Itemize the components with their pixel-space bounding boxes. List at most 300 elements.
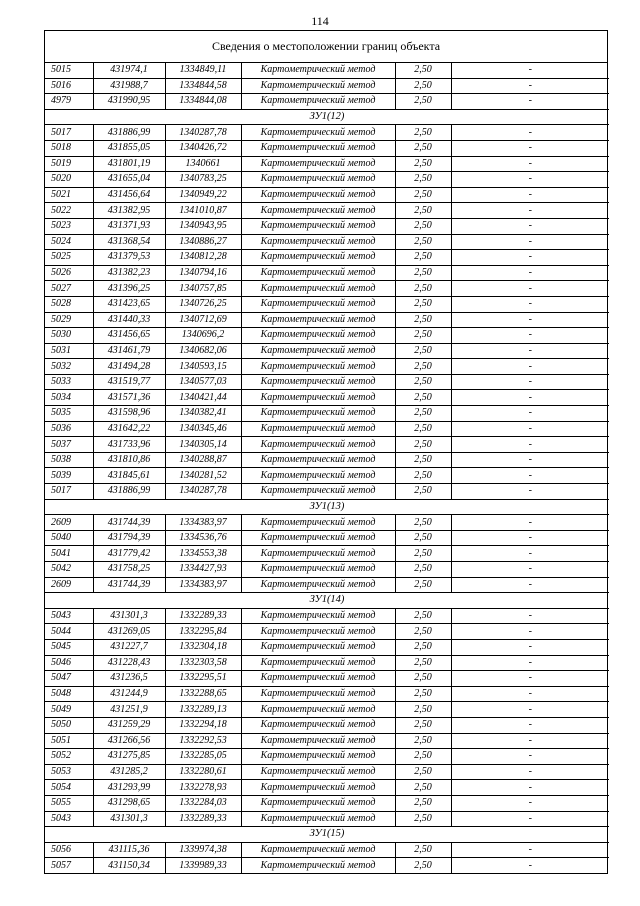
description-cell: - <box>451 858 609 873</box>
table-row <box>45 546 609 562</box>
description-cell: - <box>451 156 609 172</box>
method-cell: Картометрический метод <box>241 562 395 578</box>
method-cell: Картометрический метод <box>241 187 395 203</box>
method-cell: Картометрический метод <box>241 671 395 687</box>
precision-cell: 2,50 <box>395 156 451 172</box>
coord-x-cell: 431655,04 <box>93 172 165 188</box>
table-row <box>45 406 609 422</box>
precision-cell: 2,50 <box>395 733 451 749</box>
coord-x-cell: 431259,29 <box>93 717 165 733</box>
table-row <box>45 749 609 765</box>
point-id-cell: 5053 <box>45 764 93 780</box>
description-cell: - <box>451 546 609 562</box>
table-row <box>45 187 609 203</box>
coord-y-cell: 1332292,53 <box>165 733 241 749</box>
description-cell: - <box>451 733 609 749</box>
precision-cell: 2,50 <box>395 795 451 811</box>
table-row <box>45 530 609 546</box>
table-row <box>45 343 609 359</box>
coord-x-cell: 431744,39 <box>93 577 165 593</box>
method-cell: Картометрический метод <box>241 484 395 500</box>
coord-y-cell: 1332289,33 <box>165 608 241 624</box>
table-row <box>45 312 609 328</box>
description-cell: - <box>451 608 609 624</box>
point-id-cell: 5030 <box>45 328 93 344</box>
coord-y-cell: 1332294,18 <box>165 717 241 733</box>
method-cell: Картометрический метод <box>241 702 395 718</box>
precision-cell: 2,50 <box>395 250 451 266</box>
section-label: ЗУ1(12) <box>45 109 609 125</box>
coord-x-cell: 431519,77 <box>93 374 165 390</box>
table-row <box>45 842 609 858</box>
point-id-cell: 5021 <box>45 187 93 203</box>
precision-cell: 2,50 <box>395 78 451 94</box>
table-row <box>45 764 609 780</box>
coord-x-cell: 431115,36 <box>93 842 165 858</box>
coord-x-cell: 431886,99 <box>93 484 165 500</box>
page-number: 114 <box>311 14 329 28</box>
coord-x-cell: 431251,9 <box>93 702 165 718</box>
point-id-cell: 5038 <box>45 452 93 468</box>
coord-x-cell: 431456,65 <box>93 328 165 344</box>
description-cell: - <box>451 406 609 422</box>
coord-y-cell: 1340287,78 <box>165 125 241 141</box>
precision-cell: 2,50 <box>395 562 451 578</box>
description-cell: - <box>451 655 609 671</box>
method-cell: Картометрический метод <box>241 780 395 796</box>
coord-x-cell: 431269,05 <box>93 624 165 640</box>
coord-y-cell: 1340287,78 <box>165 484 241 500</box>
point-id-cell: 5047 <box>45 671 93 687</box>
precision-cell: 2,50 <box>395 343 451 359</box>
method-cell: Картометрический метод <box>241 577 395 593</box>
method-cell: Картометрический метод <box>241 156 395 172</box>
method-cell: Картометрический метод <box>241 312 395 328</box>
table-row <box>45 811 609 827</box>
section-header-row <box>45 593 609 609</box>
precision-cell: 2,50 <box>395 406 451 422</box>
table-row <box>45 140 609 156</box>
precision-cell: 2,50 <box>395 515 451 531</box>
method-cell: Картометрический метод <box>241 858 395 873</box>
point-id-cell: 5017 <box>45 484 93 500</box>
point-id-cell: 5020 <box>45 172 93 188</box>
method-cell: Картометрический метод <box>241 546 395 562</box>
description-cell: - <box>451 296 609 312</box>
description-cell: - <box>451 125 609 141</box>
coord-x-cell: 431456,64 <box>93 187 165 203</box>
coord-x-cell: 431744,39 <box>93 515 165 531</box>
description-cell: - <box>451 717 609 733</box>
coord-x-cell: 431382,95 <box>93 203 165 219</box>
coord-y-cell: 1340421,44 <box>165 390 241 406</box>
precision-cell: 2,50 <box>395 218 451 234</box>
description-cell: - <box>451 468 609 484</box>
precision-cell: 2,50 <box>395 686 451 702</box>
description-cell: - <box>451 671 609 687</box>
table-row <box>45 795 609 811</box>
table-row <box>45 328 609 344</box>
precision-cell: 2,50 <box>395 374 451 390</box>
method-cell: Картометрический метод <box>241 172 395 188</box>
description-cell: - <box>451 624 609 640</box>
point-id-cell: 5016 <box>45 78 93 94</box>
point-id-cell: 5055 <box>45 795 93 811</box>
table-row <box>45 639 609 655</box>
coord-y-cell: 1340382,41 <box>165 406 241 422</box>
method-cell: Картометрический метод <box>241 406 395 422</box>
coord-y-cell: 1340288,87 <box>165 452 241 468</box>
description-cell: - <box>451 749 609 765</box>
point-id-cell: 5043 <box>45 811 93 827</box>
table-row <box>45 63 609 78</box>
coord-x-cell: 431227,7 <box>93 639 165 655</box>
description-cell: - <box>451 639 609 655</box>
point-id-cell: 5043 <box>45 608 93 624</box>
point-id-cell: 5034 <box>45 390 93 406</box>
precision-cell: 2,50 <box>395 608 451 624</box>
coord-y-cell: 1340281,52 <box>165 468 241 484</box>
method-cell: Картометрический метод <box>241 686 395 702</box>
coord-y-cell: 1340794,16 <box>165 265 241 281</box>
coord-y-cell: 1332284,03 <box>165 795 241 811</box>
table-row <box>45 265 609 281</box>
coord-y-cell: 1339974,38 <box>165 842 241 858</box>
table-row <box>45 468 609 484</box>
description-cell: - <box>451 374 609 390</box>
coord-y-cell: 1334844,08 <box>165 94 241 110</box>
point-id-cell: 5037 <box>45 437 93 453</box>
table-row <box>45 156 609 172</box>
table-row <box>45 562 609 578</box>
method-cell: Картометрический метод <box>241 811 395 827</box>
description-cell: - <box>451 484 609 500</box>
method-cell: Картометрический метод <box>241 78 395 94</box>
precision-cell: 2,50 <box>395 452 451 468</box>
coord-x-cell: 431810,86 <box>93 452 165 468</box>
point-id-cell: 5033 <box>45 374 93 390</box>
point-id-cell: 5028 <box>45 296 93 312</box>
coord-x-cell: 431228,43 <box>93 655 165 671</box>
coord-y-cell: 1340783,25 <box>165 172 241 188</box>
precision-cell: 2,50 <box>395 655 451 671</box>
method-cell: Картометрический метод <box>241 374 395 390</box>
coord-x-cell: 431293,99 <box>93 780 165 796</box>
point-id-cell: 5044 <box>45 624 93 640</box>
coord-y-cell: 1332303,58 <box>165 655 241 671</box>
coord-y-cell: 1332280,61 <box>165 764 241 780</box>
coord-y-cell: 1340345,46 <box>165 421 241 437</box>
table-row <box>45 203 609 219</box>
table-title: Сведения о местоположении границ объекта <box>45 31 607 63</box>
method-cell: Картометрический метод <box>241 655 395 671</box>
table-row <box>45 858 609 873</box>
point-id-cell: 5041 <box>45 546 93 562</box>
coord-y-cell: 1334553,38 <box>165 546 241 562</box>
method-cell: Картометрический метод <box>241 624 395 640</box>
table-row <box>45 421 609 437</box>
point-id-cell: 5051 <box>45 733 93 749</box>
method-cell: Картометрический метод <box>241 140 395 156</box>
coord-y-cell: 1340943,95 <box>165 218 241 234</box>
point-id-cell: 5024 <box>45 234 93 250</box>
method-cell: Картометрический метод <box>241 125 395 141</box>
coord-x-cell: 431244,9 <box>93 686 165 702</box>
coord-x-cell: 431801,19 <box>93 156 165 172</box>
point-id-cell: 5042 <box>45 562 93 578</box>
point-id-cell: 5046 <box>45 655 93 671</box>
table-row <box>45 515 609 531</box>
precision-cell: 2,50 <box>395 811 451 827</box>
coord-y-cell: 1340661 <box>165 156 241 172</box>
method-cell: Картометрический метод <box>241 203 395 219</box>
table-row <box>45 125 609 141</box>
coord-x-cell: 431642,22 <box>93 421 165 437</box>
coord-y-cell: 1334849,11 <box>165 63 241 78</box>
coord-y-cell: 1340812,28 <box>165 250 241 266</box>
precision-cell: 2,50 <box>395 577 451 593</box>
coord-y-cell: 1332295,51 <box>165 671 241 687</box>
method-cell: Картометрический метод <box>241 764 395 780</box>
point-id-cell: 5026 <box>45 265 93 281</box>
precision-cell: 2,50 <box>395 172 451 188</box>
precision-cell: 2,50 <box>395 94 451 110</box>
coord-y-cell: 1340726,25 <box>165 296 241 312</box>
point-id-cell: 5049 <box>45 702 93 718</box>
coord-y-cell: 1332304,18 <box>165 639 241 655</box>
table-row <box>45 452 609 468</box>
coord-x-cell: 431571,36 <box>93 390 165 406</box>
table-row <box>45 702 609 718</box>
point-id-cell: 5057 <box>45 858 93 873</box>
coord-x-cell: 431990,95 <box>93 94 165 110</box>
coord-y-cell: 1339989,33 <box>165 858 241 873</box>
table-row <box>45 671 609 687</box>
table-row <box>45 296 609 312</box>
method-cell: Картометрический метод <box>241 359 395 375</box>
table-row <box>45 577 609 593</box>
description-cell: - <box>451 515 609 531</box>
description-cell: - <box>451 359 609 375</box>
coord-y-cell: 1341010,87 <box>165 203 241 219</box>
boundary-coordinates-table <box>45 63 609 873</box>
coord-y-cell: 1340712,69 <box>165 312 241 328</box>
precision-cell: 2,50 <box>395 296 451 312</box>
description-cell: - <box>451 234 609 250</box>
coord-x-cell: 431440,33 <box>93 312 165 328</box>
table-row <box>45 733 609 749</box>
coord-x-cell: 431974,1 <box>93 63 165 78</box>
coord-x-cell: 431150,34 <box>93 858 165 873</box>
coord-x-cell: 431266,56 <box>93 733 165 749</box>
method-cell: Картометрический метод <box>241 343 395 359</box>
method-cell: Картометрический метод <box>241 608 395 624</box>
coord-x-cell: 431275,85 <box>93 749 165 765</box>
section-label: ЗУ1(15) <box>45 827 609 843</box>
description-cell: - <box>451 437 609 453</box>
precision-cell: 2,50 <box>395 530 451 546</box>
method-cell: Картометрический метод <box>241 639 395 655</box>
method-cell: Картометрический метод <box>241 390 395 406</box>
coord-y-cell: 1340426,72 <box>165 140 241 156</box>
coord-x-cell: 431371,93 <box>93 218 165 234</box>
point-id-cell: 4979 <box>45 94 93 110</box>
table-row <box>45 624 609 640</box>
coord-x-cell: 431368,54 <box>93 234 165 250</box>
coord-y-cell: 1334536,76 <box>165 530 241 546</box>
precision-cell: 2,50 <box>395 717 451 733</box>
point-id-cell: 5019 <box>45 156 93 172</box>
method-cell: Картометрический метод <box>241 468 395 484</box>
coord-y-cell: 1340577,03 <box>165 374 241 390</box>
point-id-cell: 5029 <box>45 312 93 328</box>
coord-y-cell: 1340593,15 <box>165 359 241 375</box>
point-id-cell: 5050 <box>45 717 93 733</box>
point-id-cell: 5025 <box>45 250 93 266</box>
precision-cell: 2,50 <box>395 203 451 219</box>
description-cell: - <box>451 530 609 546</box>
precision-cell: 2,50 <box>395 312 451 328</box>
table-row <box>45 717 609 733</box>
table-row <box>45 780 609 796</box>
coord-y-cell: 1340682,06 <box>165 343 241 359</box>
section-header-row <box>45 499 609 515</box>
method-cell: Картометрический метод <box>241 250 395 266</box>
point-id-cell: 5022 <box>45 203 93 219</box>
description-cell: - <box>451 203 609 219</box>
table-body <box>45 63 609 873</box>
coord-x-cell: 431845,61 <box>93 468 165 484</box>
coord-x-cell: 431236,5 <box>93 671 165 687</box>
coord-x-cell: 431461,79 <box>93 343 165 359</box>
method-cell: Картометрический метод <box>241 515 395 531</box>
precision-cell: 2,50 <box>395 702 451 718</box>
method-cell: Картометрический метод <box>241 733 395 749</box>
point-id-cell: 5017 <box>45 125 93 141</box>
point-id-cell: 5018 <box>45 140 93 156</box>
point-id-cell: 2609 <box>45 577 93 593</box>
method-cell: Картометрический метод <box>241 452 395 468</box>
table-row <box>45 390 609 406</box>
coord-x-cell: 431494,28 <box>93 359 165 375</box>
coord-x-cell: 431298,65 <box>93 795 165 811</box>
precision-cell: 2,50 <box>395 624 451 640</box>
point-id-cell: 5045 <box>45 639 93 655</box>
description-cell: - <box>451 265 609 281</box>
description-cell: - <box>451 795 609 811</box>
description-cell: - <box>451 780 609 796</box>
coord-y-cell: 1332278,93 <box>165 780 241 796</box>
table-row <box>45 437 609 453</box>
coord-y-cell: 1334844,58 <box>165 78 241 94</box>
table-row <box>45 686 609 702</box>
method-cell: Картометрический метод <box>241 218 395 234</box>
method-cell: Картометрический метод <box>241 421 395 437</box>
precision-cell: 2,50 <box>395 437 451 453</box>
coord-x-cell: 431758,25 <box>93 562 165 578</box>
coord-y-cell: 1334427,93 <box>165 562 241 578</box>
precision-cell: 2,50 <box>395 671 451 687</box>
description-cell: - <box>451 390 609 406</box>
precision-cell: 2,50 <box>395 390 451 406</box>
description-cell: - <box>451 187 609 203</box>
description-cell: - <box>451 421 609 437</box>
precision-cell: 2,50 <box>395 749 451 765</box>
table-row <box>45 94 609 110</box>
precision-cell: 2,50 <box>395 780 451 796</box>
coord-y-cell: 1332289,33 <box>165 811 241 827</box>
precision-cell: 2,50 <box>395 468 451 484</box>
coord-x-cell: 431379,53 <box>93 250 165 266</box>
coord-x-cell: 431886,99 <box>93 125 165 141</box>
section-label: ЗУ1(13) <box>45 499 609 515</box>
table-row <box>45 250 609 266</box>
method-cell: Картометрический метод <box>241 795 395 811</box>
description-cell: - <box>451 343 609 359</box>
point-id-cell: 5040 <box>45 530 93 546</box>
precision-cell: 2,50 <box>395 63 451 78</box>
point-id-cell: 5035 <box>45 406 93 422</box>
description-cell: - <box>451 281 609 297</box>
table-row <box>45 281 609 297</box>
method-cell: Картометрический метод <box>241 63 395 78</box>
precision-cell: 2,50 <box>395 265 451 281</box>
coord-x-cell: 431301,3 <box>93 608 165 624</box>
description-cell: - <box>451 94 609 110</box>
coord-x-cell: 431301,3 <box>93 811 165 827</box>
coord-y-cell: 1340696,2 <box>165 328 241 344</box>
coord-y-cell: 1332288,65 <box>165 686 241 702</box>
description-cell: - <box>451 312 609 328</box>
precision-cell: 2,50 <box>395 234 451 250</box>
method-cell: Картометрический метод <box>241 749 395 765</box>
precision-cell: 2,50 <box>395 858 451 873</box>
description-cell: - <box>451 811 609 827</box>
description-cell: - <box>451 218 609 234</box>
method-cell: Картометрический метод <box>241 530 395 546</box>
coord-x-cell: 431988,7 <box>93 78 165 94</box>
coord-x-cell: 431779,42 <box>93 546 165 562</box>
method-cell: Картометрический метод <box>241 437 395 453</box>
point-id-cell: 5052 <box>45 749 93 765</box>
coord-x-cell: 431396,25 <box>93 281 165 297</box>
description-cell: - <box>451 140 609 156</box>
coord-x-cell: 431382,23 <box>93 265 165 281</box>
coord-y-cell: 1340305,14 <box>165 437 241 453</box>
description-cell: - <box>451 702 609 718</box>
precision-cell: 2,50 <box>395 187 451 203</box>
boundary-table-sheet <box>44 30 608 874</box>
precision-cell: 2,50 <box>395 421 451 437</box>
coord-x-cell: 431733,96 <box>93 437 165 453</box>
table-row <box>45 359 609 375</box>
point-id-cell: 5015 <box>45 63 93 78</box>
method-cell: Картометрический метод <box>241 281 395 297</box>
point-id-cell: 2609 <box>45 515 93 531</box>
coord-y-cell: 1340757,85 <box>165 281 241 297</box>
coord-x-cell: 431598,96 <box>93 406 165 422</box>
precision-cell: 2,50 <box>395 140 451 156</box>
description-cell: - <box>451 764 609 780</box>
precision-cell: 2,50 <box>395 359 451 375</box>
section-header-row <box>45 109 609 125</box>
table-row <box>45 172 609 188</box>
description-cell: - <box>451 686 609 702</box>
description-cell: - <box>451 452 609 468</box>
coord-y-cell: 1340886,27 <box>165 234 241 250</box>
table-row <box>45 78 609 94</box>
method-cell: Картометрический метод <box>241 328 395 344</box>
